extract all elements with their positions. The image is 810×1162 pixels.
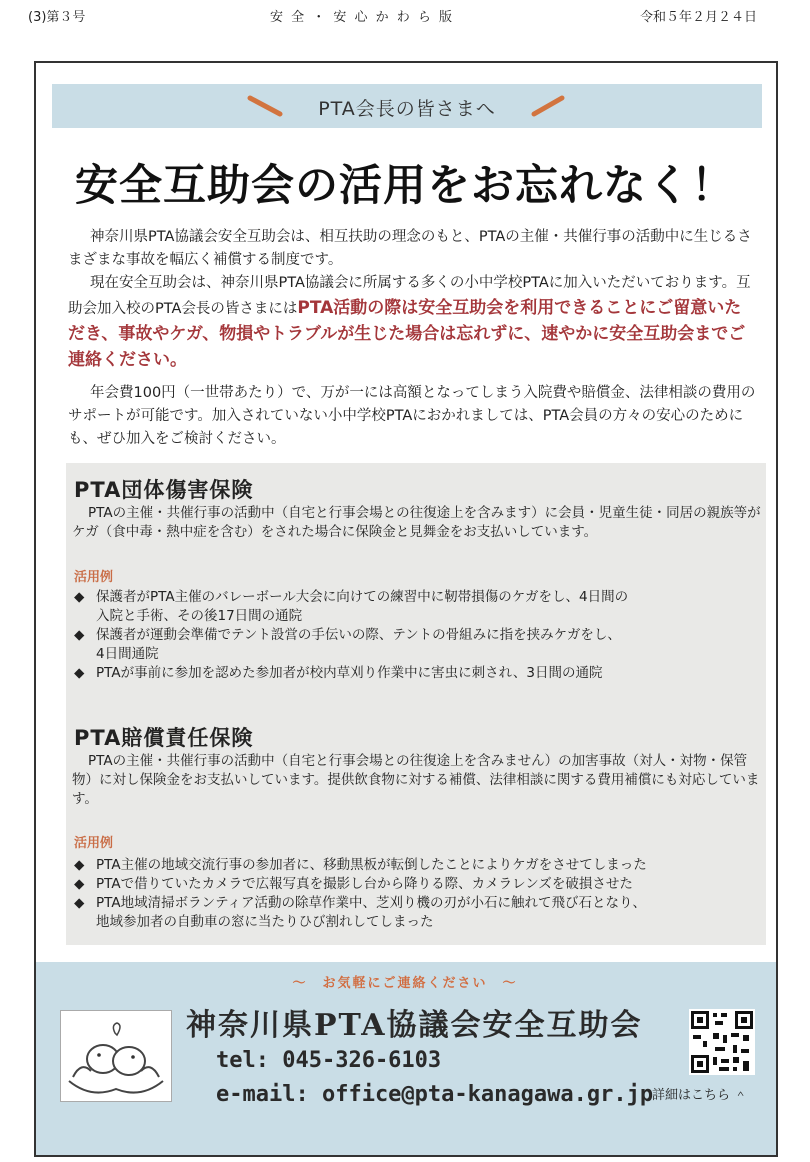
section-title-injury: PTA団体傷害保険 bbox=[74, 478, 254, 502]
diamond-bullet-icon: ◆ bbox=[74, 627, 85, 643]
diamond-bullet-icon: ◆ bbox=[74, 589, 85, 605]
page-number: (3)第３号 bbox=[28, 10, 86, 25]
example-list-liability bbox=[74, 856, 764, 932]
email-address: e-mail: office@pta-kanagawa.gr.jp bbox=[216, 1082, 654, 1107]
list-item: ◆ PTAで借りていたカメラで広報写真を撮影し台から降りる際、カメラレンズを破損させた bbox=[74, 876, 633, 892]
issue-date: 令和５年２月２４日 bbox=[640, 10, 758, 25]
pencil-icon bbox=[528, 92, 568, 120]
list-item: ◆ PTA地域清掃ボランティア活動の除草作業中、芝刈り機の刃が小石に触れて飛び石となり、 地域参加者の自動車の窓に当たりひび割れしてしまった bbox=[74, 895, 646, 930]
section-body-liability: PTAの主催・共催行事の活動中（自宅と行事会場との往復途上を含みません）の加害事故（対人・対物・保管物）に対し保険金をお支払いしています。提供飲食物に対する補償、法律相談に関する費用補償にも対応しています。 bbox=[72, 753, 760, 807]
phone-number: tel: 045-326-6103 bbox=[216, 1048, 442, 1073]
examples-label: 活用例 bbox=[74, 570, 114, 585]
intro-highlight: PTA活動の際は安全互助会を利用できることにご留意いただき、事故やケガ、物損やトラブルが生じた場合は忘れずに、速やかに安全互助会までご連絡ください。 bbox=[68, 298, 746, 370]
main-title: 安全互助会の活用をお忘れなく！ bbox=[75, 161, 735, 211]
diamond-bullet-icon: ◆ bbox=[74, 876, 85, 892]
birds-hands-illustration bbox=[60, 1010, 172, 1102]
list-item: ◆ PTAが事前に参加を認めた参加者が校内草刈り作業中に害虫に刺され、3日間の通院 bbox=[74, 665, 603, 681]
intro-paragraph-1: 神奈川県PTA協議会安全互助会は、相互扶助の理念のもと、PTAの主催・共催行事の活動中に生じるさまざまな事故を幅広く補償する制度です。 bbox=[68, 229, 752, 268]
contact-call: ～ お気軽にご連絡ください ～ bbox=[292, 976, 518, 991]
qr-code-icon[interactable] bbox=[689, 1009, 755, 1075]
list-item: ◆ PTA主催の地域交流行事の参加者に、移動黒板が転倒したことによりケガをさせてしまった bbox=[74, 857, 647, 873]
intro-paragraph-3: 年会費100円（一世帯あたり）で、万が一には高額となってしまう入院費や賠償金、法律相談の費用のサポートが可能です。加入されていない小中学校PTAにおかれましては、PTA会員の方々の安心のためにも、ぜひ加入をご検討ください。 bbox=[68, 385, 756, 447]
diamond-bullet-icon: ◆ bbox=[74, 665, 85, 681]
diamond-bullet-icon: ◆ bbox=[74, 895, 85, 911]
list-item: ◆ 保護者がPTA主催のバレーボール大会に向けての練習中に靭帯損傷のケガをし、4日間の 入院と手術、その後17日間の通院 bbox=[74, 589, 629, 624]
top-banner bbox=[52, 84, 762, 128]
organization-name: 神奈川県PTA協議会安全互助会 bbox=[186, 1008, 643, 1043]
edition-name: 安 全 ・ 安 心 か わ ら 版 bbox=[270, 10, 455, 25]
example-list-injury bbox=[74, 588, 764, 683]
list-item: ◆ 保護者が運動会準備でテント設営の手伝いの際、テントの骨組みに指を挟みケガをし、 4日間通院 bbox=[74, 627, 621, 662]
intro-paragraph-2 bbox=[68, 272, 758, 373]
diamond-bullet-icon: ◆ bbox=[74, 857, 85, 873]
intro-paragraph-2-text: 現在安全互助会は、神奈川県PTA協議会に所属する多くの小中学校PTAに加入いただいております。互助会加入校のPTA会長の皆さまには bbox=[68, 275, 751, 317]
examples-label: 活用例 bbox=[74, 836, 114, 851]
banner-title: PTA会長の皆さまへ bbox=[318, 98, 496, 120]
qr-caption: 詳細はこちら ＾ bbox=[652, 1088, 748, 1103]
section-body-injury: PTAの主催・共催行事の活動中（自宅と行事会場との往復途上を含みます）に会員・児童生徒・同居の親族等がケガ（食中毒・熱中症を含む）をされた場合に保険金と見舞金をお支払いしています。 bbox=[72, 505, 761, 540]
section-title-liability: PTA賠償責任保険 bbox=[74, 726, 254, 750]
